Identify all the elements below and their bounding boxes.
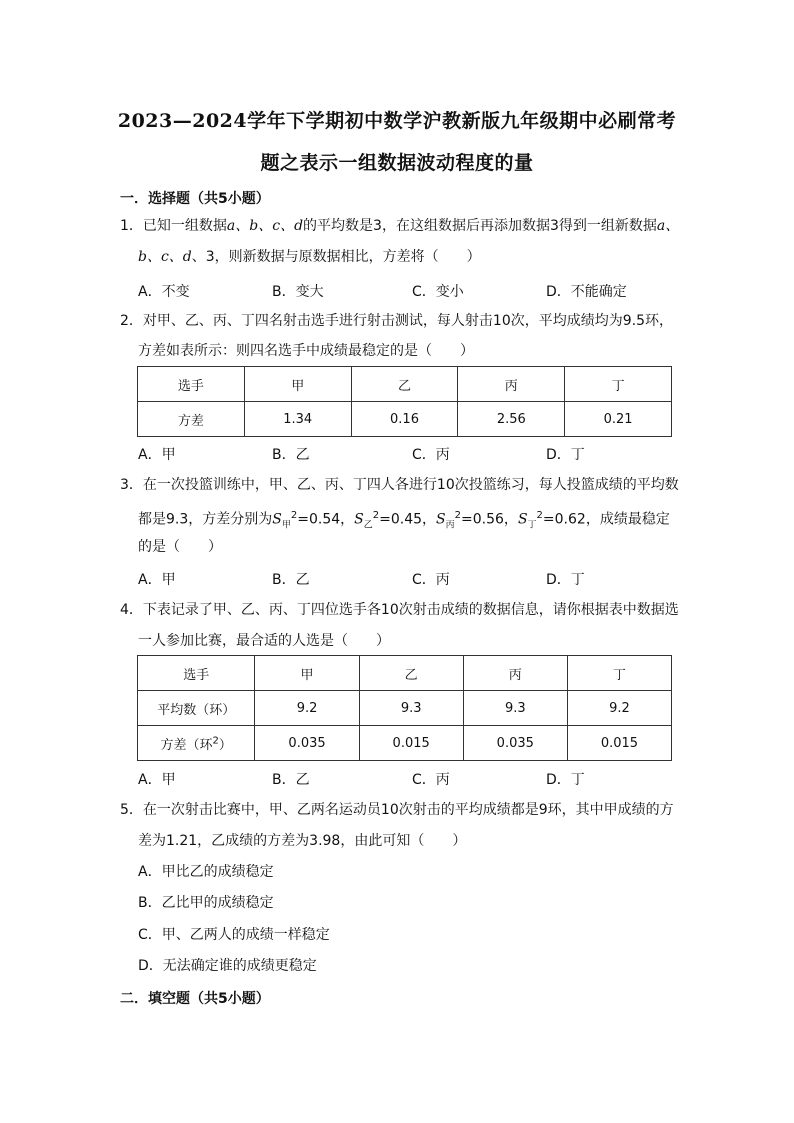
table-cell: 方差 [138, 402, 245, 437]
table-header-cell: 选手 [138, 656, 255, 691]
table-cell: 0.035 [463, 726, 567, 761]
q3-option-d[interactable]: D．丁 [546, 572, 585, 588]
table-cell: 0.21 [565, 402, 672, 437]
row-label: 方差（环 [160, 737, 213, 753]
q4-option-b[interactable]: B．乙 [272, 772, 310, 788]
variance-symbol: S [436, 511, 446, 528]
table-header-cell: 丙 [463, 656, 567, 691]
q3-option-b[interactable]: B．乙 [272, 572, 310, 588]
table-cell: 平均数（环） [138, 691, 255, 726]
q1-option-d[interactable]: D．不能确定 [546, 284, 627, 300]
q4-line2: 一人参加比赛，最合适的人选是（ ） [138, 633, 390, 649]
q4-option-c[interactable]: C．丙 [412, 772, 450, 788]
subscript-ding: 丁 [527, 520, 537, 531]
exponent: 2 [372, 510, 380, 521]
q2-option-a[interactable]: A．甲 [138, 447, 176, 463]
value-jia: =0.54， [297, 511, 355, 528]
q1-option-a[interactable]: A．不变 [138, 284, 190, 300]
table-header-cell: 丙 [458, 367, 565, 402]
value-yi: =0.45， [379, 511, 437, 528]
subscript-yi: 乙 [363, 520, 373, 531]
table-header-cell: 乙 [359, 656, 463, 691]
table-header-row [138, 656, 672, 691]
q2-option-b[interactable]: B．乙 [272, 447, 310, 463]
table-cell: 9.3 [463, 691, 567, 726]
document-title-line1: 2023—2024学年下学期初中数学沪教新版九年级期中必刷常考 [117, 110, 677, 132]
q1-option-b[interactable]: B．变大 [272, 284, 324, 300]
q2-option-d[interactable]: D．丁 [546, 447, 585, 463]
q5-line1: 5．在一次射击比赛中，甲、乙两名运动员10次射击的平均成绩都是9环，其中甲成绩的方 [120, 802, 674, 818]
variance-symbol: S [517, 511, 528, 528]
subscript-bing: 丙 [445, 520, 455, 531]
q3-line1: 3．在一次投篮训练中，甲、乙、丙、丁四人各进行10次投篮练习，每人投篮成绩的平均数 [120, 477, 679, 493]
table-header-cell: 乙 [351, 367, 458, 402]
document-title-line2: 题之表示一组数据波动程度的量 [260, 152, 534, 174]
table-header-cell: 丁 [567, 656, 671, 691]
table-row [138, 691, 672, 726]
exponent: 2 [536, 510, 543, 521]
exponent: 2 [212, 735, 219, 747]
table-cell [138, 726, 255, 761]
q1-var-a: a、 [656, 218, 680, 234]
q3-text: 都是9.3，方差分别为 [138, 511, 273, 528]
q3-line3: 的是（ ） [138, 539, 222, 555]
exponent: 2 [290, 510, 298, 521]
table-cell: 1.34 [244, 402, 351, 437]
q4-option-d[interactable]: D．丁 [546, 772, 585, 788]
q2-variance-table [137, 366, 672, 437]
q3-line2 [138, 507, 670, 534]
table-cell: 0.015 [567, 726, 671, 761]
table-row [138, 726, 672, 761]
table-cell: 0.035 [255, 726, 359, 761]
q5-line2: 差为1.21，乙成绩的方差为3.98，由此可知（ ） [138, 833, 467, 849]
table-cell: 9.3 [359, 691, 463, 726]
q5-option-d[interactable]: D．无法确定谁的成绩更稳定 [138, 958, 317, 974]
table-header-cell: 丁 [565, 367, 672, 402]
table-header-cell: 甲 [244, 367, 351, 402]
variance-symbol: S [272, 511, 282, 528]
section-heading-fill: 二．填空题（共5小题） [120, 991, 270, 1007]
table-cell: 2.56 [458, 402, 565, 437]
q2-line1: 2．对甲、乙、丙、丁四名射击选手进行射击测试，每人射击10次，平均成绩均为9.5环， [120, 313, 673, 329]
row-label-close: ） [218, 737, 232, 753]
table-header-cell: 选手 [138, 367, 245, 402]
q1-text-c: 、3，则新数据与原数据相比，方差将（ ） [191, 249, 481, 265]
value-bing: =0.56， [461, 511, 518, 528]
table-cell: 0.015 [359, 726, 463, 761]
table-cell: 0.16 [351, 402, 458, 437]
q2-option-c[interactable]: C．丙 [412, 447, 450, 463]
q1-line1 [120, 217, 679, 235]
q4-line1: 4．下表记录了甲、乙、丙、丁四位选手各10次射击成绩的数据信息，请你根据表中数据选 [120, 602, 679, 618]
q1-text-b: 的平均数是3，在这组数据后再添加数据3得到一组新数据 [303, 218, 657, 234]
q1-option-c[interactable]: C．变小 [412, 284, 464, 300]
subscript-jia: 甲 [281, 520, 291, 531]
q5-option-b[interactable]: B．乙比甲的成绩稳定 [138, 895, 274, 911]
q5-option-c[interactable]: C．甲、乙两人的成绩一样稳定 [138, 927, 330, 943]
q1-vars2: b、c、d [138, 249, 192, 265]
table-cell: 9.2 [567, 691, 671, 726]
table-row [138, 402, 672, 437]
value-ding: =0.62，成绩最稳定 [542, 511, 670, 528]
q1-text-a: 1．已知一组数据 [120, 218, 227, 234]
section-heading-choice: 一．选择题（共5小题） [120, 191, 270, 207]
variance-symbol: S [354, 511, 364, 528]
table-header-row [138, 367, 672, 402]
q5-option-a[interactable]: A．甲比乙的成绩稳定 [138, 864, 274, 880]
q3-option-a[interactable]: A．甲 [138, 572, 176, 588]
q4-stats-table [137, 655, 672, 761]
q1-line2 [138, 248, 481, 266]
table-header-cell: 甲 [255, 656, 359, 691]
q3-option-c[interactable]: C．丙 [412, 572, 450, 588]
q4-option-a[interactable]: A．甲 [138, 772, 176, 788]
exponent: 2 [454, 510, 462, 521]
q2-line2: 方差如表所示：则四名选手中成绩最稳定的是（ ） [138, 343, 474, 359]
q1-vars: a、b、c、d [226, 218, 304, 234]
table-cell: 9.2 [255, 691, 359, 726]
